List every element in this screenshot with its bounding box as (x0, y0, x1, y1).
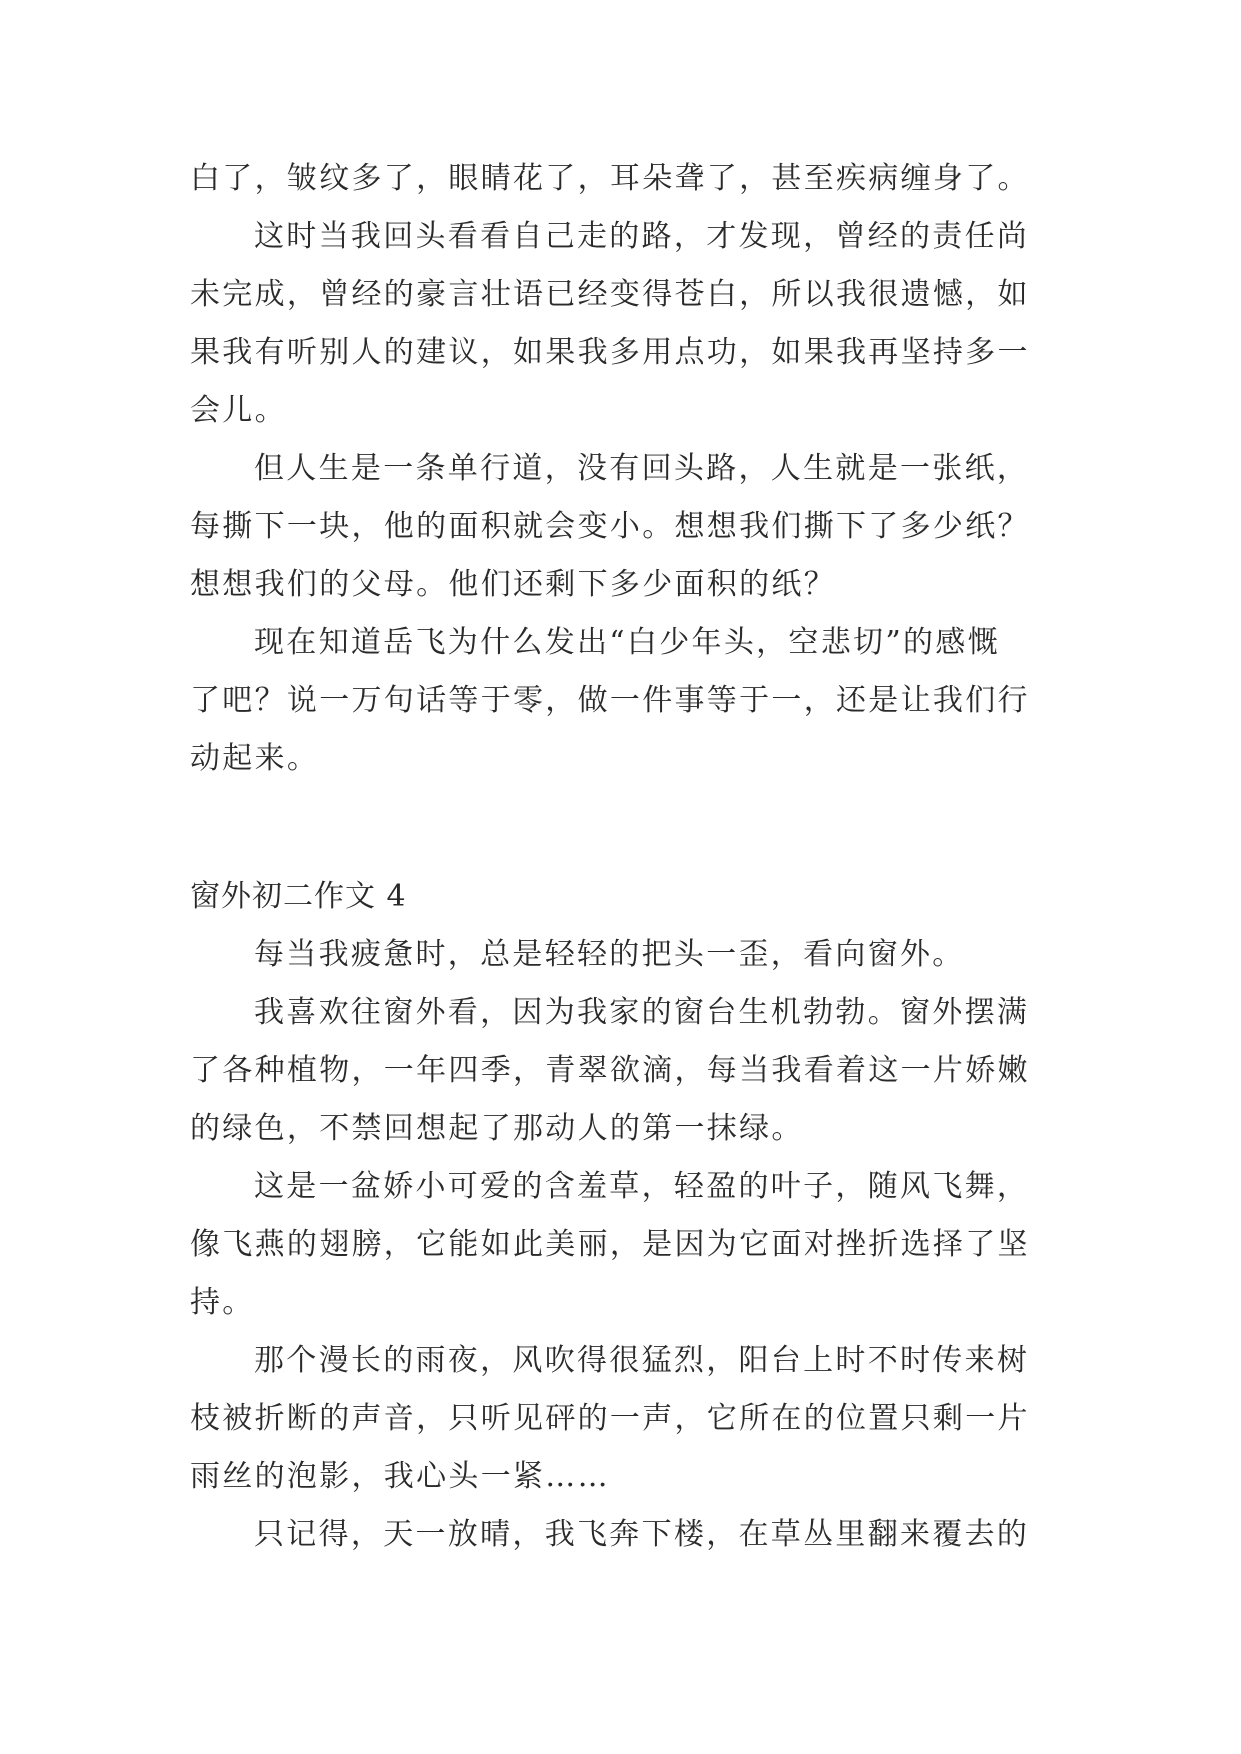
text-line: 雨丝的泡影，我心头一紧…… (190, 1459, 610, 1494)
text-line: 每撕下一块，他的面积就会变小。想想我们撕下了多少纸？ (190, 509, 1030, 544)
text-line: 想想我们的父母。他们还剩下多少面积的纸？ (190, 567, 836, 602)
text-line: 果我有听别人的建议，如果我多用点功，如果我再坚持多一 (190, 335, 1030, 370)
paragraph-start-line: 只记得，天一放晴，我飞奔下楼，在草丛里翻来覆去的 (254, 1517, 1030, 1552)
text-line: 持。 (190, 1285, 255, 1320)
text-line: 未完成，曾经的豪言壮语已经变得苍白，所以我很遗憾，如 (190, 277, 1030, 312)
text-line: 了吧？说一万句话等于零，做一件事等于一，还是让我们行 (190, 683, 1030, 718)
text-line: 动起来。 (190, 741, 320, 776)
paragraph-start-line: 现在知道岳飞为什么发出“白少年头，空悲切”的感慨 (254, 625, 1000, 660)
text-line: 了各种植物，一年四季，青翠欲滴，每当我看着这一片娇嫩 (190, 1053, 1030, 1088)
paragraph-start-line: 但人生是一条单行道，没有回头路，人生就是一张纸， (254, 451, 1030, 486)
paragraph-start-line: 每当我疲惫时，总是轻轻的把头一歪，看向窗外。 (254, 937, 965, 972)
text-line: 像飞燕的翅膀，它能如此美丽，是因为它面对挫折选择了坚 (190, 1227, 1030, 1262)
text-line: 白了，皱纹多了，眼睛花了，耳朵聋了，甚至疾病缠身了。 (190, 161, 1030, 196)
section-title: 窗外初二作文 4 (190, 879, 407, 914)
paragraph-start-line: 这时当我回头看看自己走的路，才发现，曾经的责任尚 (254, 219, 1030, 254)
paragraph-start-line: 我喜欢往窗外看，因为我家的窗台生机勃勃。窗外摆满 (254, 995, 1030, 1030)
section-gap (190, 788, 1070, 868)
paragraph-start-line: 这是一盆娇小可爱的含羞草，轻盈的叶子，随风飞舞， (254, 1169, 1030, 1204)
text-line: 会儿。 (190, 393, 287, 428)
paragraph-start-line: 那个漫长的雨夜，风吹得很猛烈，阳台上时不时传来树 (254, 1343, 1030, 1378)
document-body (190, 150, 1070, 1564)
text-line: 枝被折断的声音，只听见砰的一声，它所在的位置只剩一片 (190, 1401, 1030, 1436)
text-line: 的绿色，不禁回想起了那动人的第一抹绿。 (190, 1111, 804, 1146)
